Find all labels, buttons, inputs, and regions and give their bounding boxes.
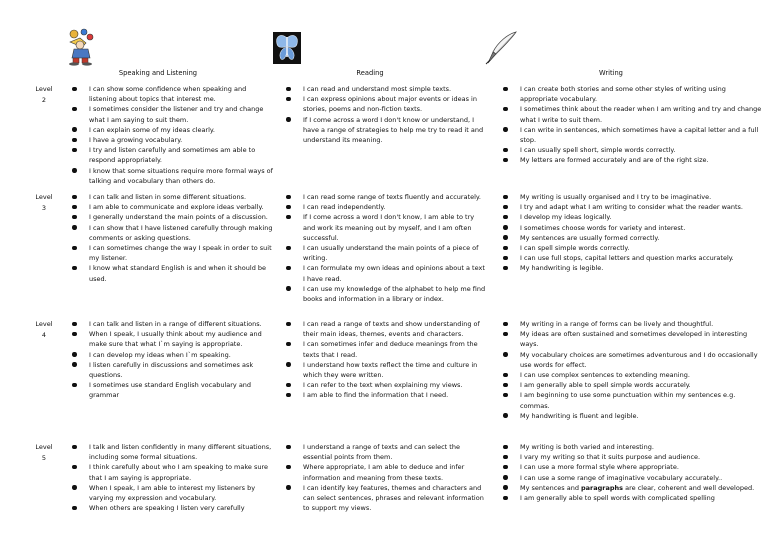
reading-text: I can use my knowledge of the alphabet to help me find books and information in a library or index. <box>303 284 486 304</box>
reading-cell <box>303 319 488 401</box>
writing-text: I vary my writing so that it suits purpose and audience. <box>520 453 701 462</box>
bullet-icon <box>72 205 77 210</box>
writing-text: I can usually spell short, simple words correctly. <box>520 146 676 155</box>
reading-text: I can identify key features, themes and characters and can select sentences, phrases and relevant information to support my views. <box>303 483 484 513</box>
speaking-item <box>89 350 274 360</box>
bullet-icon <box>72 87 77 92</box>
reading-text: If I come across a word I don't know or understand, I have a range of strategies to help me try to read it and understand its meaning. <box>303 115 484 145</box>
bullet-icon <box>286 342 291 347</box>
bullet-icon <box>286 383 291 388</box>
writing-text: My ideas are often sustained and sometimes developed in interesting ways. <box>520 330 748 349</box>
butterfly-icon <box>273 32 301 64</box>
bullet-icon <box>286 117 291 122</box>
speaking-cell <box>89 442 274 513</box>
bullet-icon <box>503 107 508 112</box>
bullet-icon <box>72 246 77 251</box>
writing-item <box>520 263 765 273</box>
speaking-text: I can explain some of my ideas clearly. <box>89 125 215 134</box>
writing-item <box>520 145 765 155</box>
reading-cell <box>303 84 488 145</box>
level-label <box>30 442 58 463</box>
writing-item <box>520 390 765 410</box>
juggler-clown-icon <box>62 28 98 66</box>
bullet-icon <box>503 485 508 490</box>
speaking-item <box>89 84 274 104</box>
writing-cell <box>520 319 765 421</box>
speaking-text: I can talk and listen in a range of different situations. <box>89 320 262 328</box>
writing-item <box>520 473 765 483</box>
bullet-icon <box>72 148 77 153</box>
writing-cell <box>520 84 765 166</box>
bullet-icon <box>503 332 508 337</box>
writing-text: I can use a more formal style where appropriate. <box>520 463 679 472</box>
reading-item <box>303 319 488 339</box>
speaking-text: I talk and listen confidently in many different situations, including some formal situations. <box>89 443 272 462</box>
speaking-item <box>89 223 274 243</box>
bullet-icon <box>503 445 508 450</box>
speaking-text: I generally understand the main points of a discussion. <box>89 213 268 222</box>
level-word: Level <box>35 320 53 328</box>
bullet-icon <box>72 195 77 200</box>
bullet-icon <box>286 97 291 102</box>
speaking-text: I have a growing vocabulary. <box>89 136 183 145</box>
writing-item <box>520 483 765 493</box>
writing-item <box>520 243 765 253</box>
bullet-icon <box>503 455 508 460</box>
bullet-icon <box>286 445 291 450</box>
writing-cell <box>520 442 765 503</box>
writing-text: I can use complex sentences to extending meaning. <box>520 371 690 380</box>
speaking-cell <box>89 192 274 284</box>
writing-text: My handwriting is legible. <box>520 264 604 273</box>
writing-item <box>520 411 765 421</box>
level-number: 3 <box>41 203 47 212</box>
reading-item <box>303 339 488 359</box>
speaking-item <box>89 145 274 165</box>
reading-text: I can read a range of texts and show understanding of their main ideas, themes, events and characters. <box>303 320 480 339</box>
writing-text: I sometimes choose words for variety and interest. <box>520 223 686 232</box>
writing-text: My letters are formed accurately and are of the right size. <box>520 156 709 165</box>
speaking-item <box>89 380 274 400</box>
speaking-item <box>89 360 274 380</box>
writing-text: My sentences and paragraphs are clear, coherent and well developed. <box>520 483 755 492</box>
bullet-icon <box>286 393 291 398</box>
level-number: 2 <box>41 95 47 104</box>
reading-item <box>303 94 488 114</box>
bullet-icon <box>503 235 508 240</box>
speaking-item <box>89 319 274 329</box>
speaking-text: I can show some confidence when speaking and listening about topics that interest me. <box>89 85 247 104</box>
bullet-icon <box>286 322 291 327</box>
speaking-item <box>89 263 274 283</box>
speaking-item <box>89 202 274 212</box>
bullet-icon <box>72 127 77 132</box>
bullet-icon <box>72 362 77 367</box>
bullet-icon <box>72 332 77 337</box>
reading-text: I can formulate my own ideas and opinions about a text I have read. <box>303 264 485 283</box>
reading-item <box>303 284 488 304</box>
bullet-icon <box>503 465 508 470</box>
reading-text: I can refer to the text when explaining my views. <box>303 381 463 390</box>
writing-text: My writing in a range of forms can be lively and thoughtful. <box>520 320 714 328</box>
writing-text: I sometimes think about the reader when I am writing and try and change what I write to suit them. <box>520 105 762 124</box>
writing-item <box>520 350 765 370</box>
speaking-item <box>89 166 274 186</box>
writing-text: I am generally able to spell simple words accurately. <box>520 381 691 390</box>
bullet-icon <box>286 195 291 200</box>
bullet-icon <box>286 246 291 251</box>
reading-item <box>303 243 488 263</box>
reading-item <box>303 263 488 283</box>
bullet-icon <box>503 195 508 200</box>
writing-item <box>520 125 765 145</box>
writing-text: I can use a some range of imaginative vocabulary accurately.. <box>520 473 723 482</box>
reading-text: If I come across a word I don't know, I am able to try and work its meaning out by myself, and I am often successful. <box>303 213 475 242</box>
speaking-text: I know that some situations require more formal ways of talking and vocabulary than others do. <box>89 166 273 185</box>
writing-text: I try and adapt what I am writing to consider what the reader wants. <box>520 203 743 212</box>
speaking-text: I sometimes consider the listener and try and change what I am saying to suit them. <box>89 105 264 124</box>
writing-text: I can spell simple words correctly. <box>520 244 630 253</box>
bullet-icon <box>503 225 508 230</box>
writing-item <box>520 104 765 124</box>
reading-text: I can usually understand the main points of a piece of writing. <box>303 244 479 263</box>
writing-text: My sentences are usually formed correctly. <box>520 233 660 242</box>
writing-text: I can create both stories and some other styles of writing using appropriate vocabulary. <box>520 85 726 104</box>
reading-item <box>303 462 488 482</box>
reading-text: I am able to find the information that I need. <box>303 391 449 400</box>
writing-item <box>520 452 765 462</box>
speaking-item <box>89 243 274 263</box>
bullet-icon <box>286 87 291 92</box>
speaking-cell <box>89 84 274 186</box>
reading-item <box>303 390 488 400</box>
reading-item <box>303 360 488 380</box>
speaking-text: I try and listen carefully and sometimes am able to respond appropriately. <box>89 146 256 165</box>
writing-text: I am beginning to use some punctuation within my sentences e.g. commas. <box>520 391 736 410</box>
writing-item <box>520 223 765 233</box>
level-number: 4 <box>41 330 47 339</box>
speaking-item <box>89 135 274 145</box>
speaking-header: Speaking and Listening <box>118 69 198 77</box>
reading-text: I can read and understand most simple texts. <box>303 85 452 93</box>
bullet-icon <box>503 393 508 398</box>
level-label <box>30 192 58 213</box>
bullet-icon <box>72 352 77 357</box>
writing-item <box>520 212 765 222</box>
speaking-text: When I speak, I am able to interest my listeners by varying my expression and vocabulary. <box>89 483 256 503</box>
writing-item <box>520 202 765 212</box>
level-word: Level <box>35 85 53 93</box>
bullet-icon <box>286 215 291 220</box>
bullet-icon <box>72 266 77 271</box>
bullet-icon <box>503 373 508 378</box>
reading-item <box>303 212 488 243</box>
bullet-icon <box>72 107 77 112</box>
speaking-cell <box>89 319 274 401</box>
bullet-icon <box>72 465 77 470</box>
bullet-icon <box>503 87 508 92</box>
bullet-icon <box>503 256 508 261</box>
reading-text: I understand a range of texts and can select the essential points from them. <box>303 443 460 462</box>
reading-text: I can read independently. <box>303 203 386 212</box>
quill-pen-icon <box>484 30 518 66</box>
bullet-icon <box>72 225 77 230</box>
bullet-icon <box>286 205 291 210</box>
speaking-text: I sometimes use standard English vocabulary and grammar <box>89 381 252 400</box>
writing-item <box>520 233 765 243</box>
speaking-item <box>89 104 274 124</box>
bullet-icon <box>72 445 77 450</box>
bullet-icon <box>72 322 77 327</box>
reading-item <box>303 115 488 146</box>
speaking-item <box>89 212 274 222</box>
speaking-text: When others are speaking I listen very carefully <box>89 504 245 513</box>
bullet-icon <box>503 475 508 480</box>
reading-header: Reading <box>356 69 384 77</box>
writing-text: I am generally able to spell words with complicated spelling <box>520 494 715 503</box>
reading-item <box>303 483 488 514</box>
bullet-icon <box>503 215 508 220</box>
writing-header: Writing <box>599 69 623 77</box>
writing-item <box>520 442 765 452</box>
speaking-text: I can show that I have listened carefully through making comments or asking questions. <box>89 223 273 242</box>
level-number: 5 <box>41 453 47 462</box>
reading-text: I understand how texts reflect the time and culture in which they were written. <box>303 360 478 380</box>
speaking-item <box>89 125 274 135</box>
writing-item <box>520 155 765 165</box>
bullet-icon <box>72 485 77 490</box>
reading-cell <box>303 192 488 304</box>
bullet-icon <box>286 465 291 470</box>
level-label <box>30 84 58 105</box>
bullet-icon <box>72 138 77 143</box>
writing-text: I can use full stops, capital letters and question marks accurately. <box>520 254 734 263</box>
bullet-icon <box>503 148 508 153</box>
bullet-icon <box>503 413 508 418</box>
writing-item <box>520 370 765 380</box>
writing-text: I develop my ideas logically. <box>520 213 612 222</box>
writing-text: My writing is usually organised and I try to be imaginative. <box>520 193 712 201</box>
bullet-icon <box>286 266 291 271</box>
speaking-text: I can talk and listen in some different situations. <box>89 193 247 201</box>
speaking-text: I can develop my ideas when I`m speaking. <box>89 350 231 359</box>
writing-text: My writing is both varied and interesting. <box>520 443 654 451</box>
speaking-item <box>89 192 274 202</box>
level-word: Level <box>35 193 53 201</box>
speaking-text: I listen carefully in discussions and sometimes ask questions. <box>89 360 254 380</box>
bullet-icon <box>286 362 291 367</box>
bullet-icon <box>286 286 291 291</box>
writing-item <box>520 493 765 503</box>
speaking-item <box>89 462 274 482</box>
speaking-text: I think carefully about who I am speaking to make sure that I am saying is appropriate. <box>89 463 269 482</box>
speaking-item <box>89 483 274 503</box>
bullet-icon <box>503 383 508 388</box>
reading-text: I can read some range of texts fluently and accurately. <box>303 193 481 201</box>
reading-item <box>303 202 488 212</box>
reading-text: Where appropriate, I am able to deduce and infer information and meaning from these texts. <box>303 463 465 482</box>
writing-item <box>520 253 765 263</box>
bullet-icon <box>503 246 508 251</box>
speaking-item <box>89 329 274 349</box>
writing-cell <box>520 192 765 274</box>
bullet-icon <box>503 352 508 357</box>
speaking-item <box>89 503 274 513</box>
bullet-icon <box>503 496 508 501</box>
writing-text: I can write in sentences, which sometimes have a capital letter and a full stop. <box>520 125 759 145</box>
bullet-icon <box>72 215 77 220</box>
speaking-text: When I speak, I usually think about my audience and make sure that what I`m saying is appropriate. <box>89 330 262 349</box>
reading-text: I can sometimes infer and deduce meanings from the texts that I read. <box>303 340 478 359</box>
reading-item <box>303 84 488 94</box>
bullet-icon <box>503 266 508 271</box>
reading-item <box>303 192 488 202</box>
bullet-icon <box>503 127 508 132</box>
bullet-icon <box>503 205 508 210</box>
level-label <box>30 319 58 340</box>
bullet-icon <box>503 322 508 327</box>
reading-item <box>303 442 488 462</box>
speaking-text: I can sometimes change the way I speak in order to suit my listener. <box>89 244 272 263</box>
writing-item <box>520 380 765 390</box>
bullet-icon <box>72 168 77 173</box>
speaking-text: I am able to communicate and explore ideas verbally. <box>89 203 264 212</box>
speaking-item <box>89 442 274 462</box>
reading-cell <box>303 442 488 513</box>
writing-item <box>520 329 765 349</box>
reading-item <box>303 380 488 390</box>
writing-item <box>520 319 765 329</box>
speaking-text: I know what standard English is and when it should be used. <box>89 264 267 283</box>
reading-text: I can express opinions about major events or ideas in stories, poems and non-fiction texts. <box>303 95 477 114</box>
writing-text: My vocabulary choices are sometimes adventurous and I do occasionally use words for effect. <box>520 350 758 369</box>
level-word: Level <box>35 443 53 451</box>
bullet-icon <box>72 383 77 388</box>
writing-item <box>520 84 765 104</box>
writing-text: My handwriting is fluent and legible. <box>520 411 639 420</box>
bullet-icon <box>286 485 291 490</box>
writing-item <box>520 192 765 202</box>
bullet-icon <box>72 506 77 511</box>
bullet-icon <box>503 158 508 163</box>
writing-item <box>520 462 765 472</box>
